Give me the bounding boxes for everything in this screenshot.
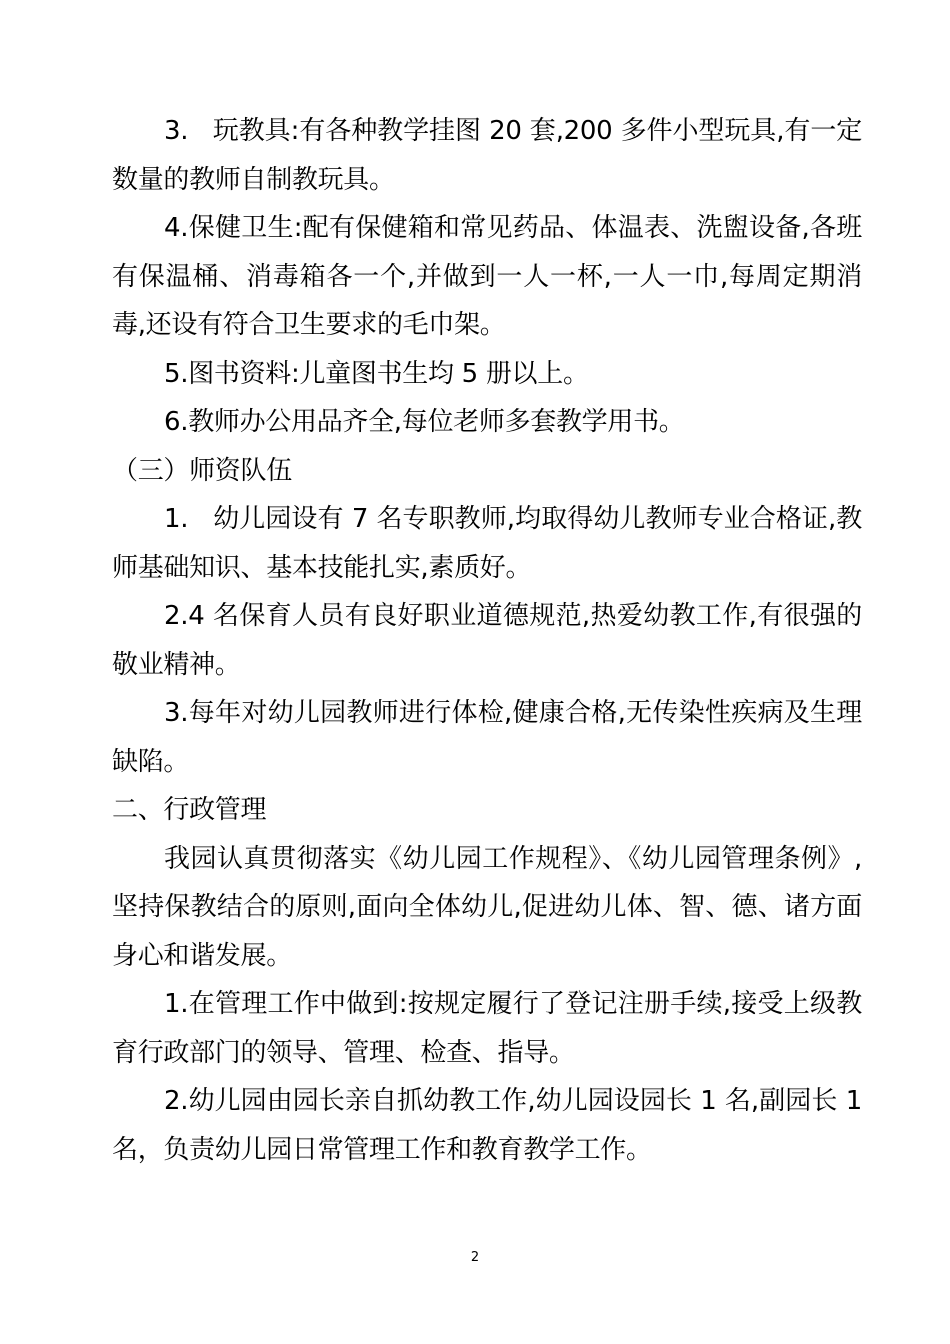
- page-number: 2: [470, 1250, 480, 1265]
- paragraph-admin-1: 1.在管理工作中做到:按规定履行了登记注册手续,接受上级教育行政部门的领导、管理、检查、指导。: [112, 989, 862, 1068]
- paragraph-admin-intro: 我园认真贯彻落实《幼儿园工作规程》、《幼儿园管理条例》,坚持保教结合的原则,面向全体幼儿,促进幼儿体、智、德、诸方面身心和谐发展。: [112, 843, 862, 971]
- paragraph-toys: 3. 玩教具:有各种教学挂图 20 套,200 多件小型玩具,有一定数量的教师自制教玩具。: [112, 116, 862, 195]
- paragraph-teachers-2: 2.4 名保育人员有良好职业道德规范,热爱幼教工作,有很强的敬业精神。: [112, 601, 862, 680]
- paragraph-health: 4.保健卫生:配有保健箱和常见药品、体温表、洗盥设备,各班有保温桶、消毒箱各一个,并做到一人一杯,一人一巾,每周定期消毒,还设有符合卫生要求的毛巾架。: [112, 213, 862, 340]
- paragraph-books: 5.图书资料:儿童图书生均 5 册以上。: [164, 358, 589, 389]
- paragraph-admin-2: 2.幼儿园由园长亲自抓幼教工作,幼儿园设园长 1 名,副园长 1 名，负责幼儿园日常管理工作和教育教学工作。: [112, 1086, 862, 1165]
- section-heading-admin: 二、行政管理: [112, 795, 267, 825]
- paragraph-teachers-3: 3.每年对幼儿园教师进行体检,健康合格,无传染性疾病及生理缺陷。: [112, 698, 862, 777]
- paragraph-teachers-1: 1. 幼儿园设有 7 名专职教师,均取得幼儿教师专业合格证,教师基础知识、基本技能扎实,素质好。: [112, 504, 862, 583]
- paragraph-office: 6.教师办公用品齐全,每位老师多套教学用书。: [164, 407, 685, 437]
- section-heading-teachers: （三）师资队伍: [112, 455, 292, 486]
- document-body: [112, 107, 862, 1174]
